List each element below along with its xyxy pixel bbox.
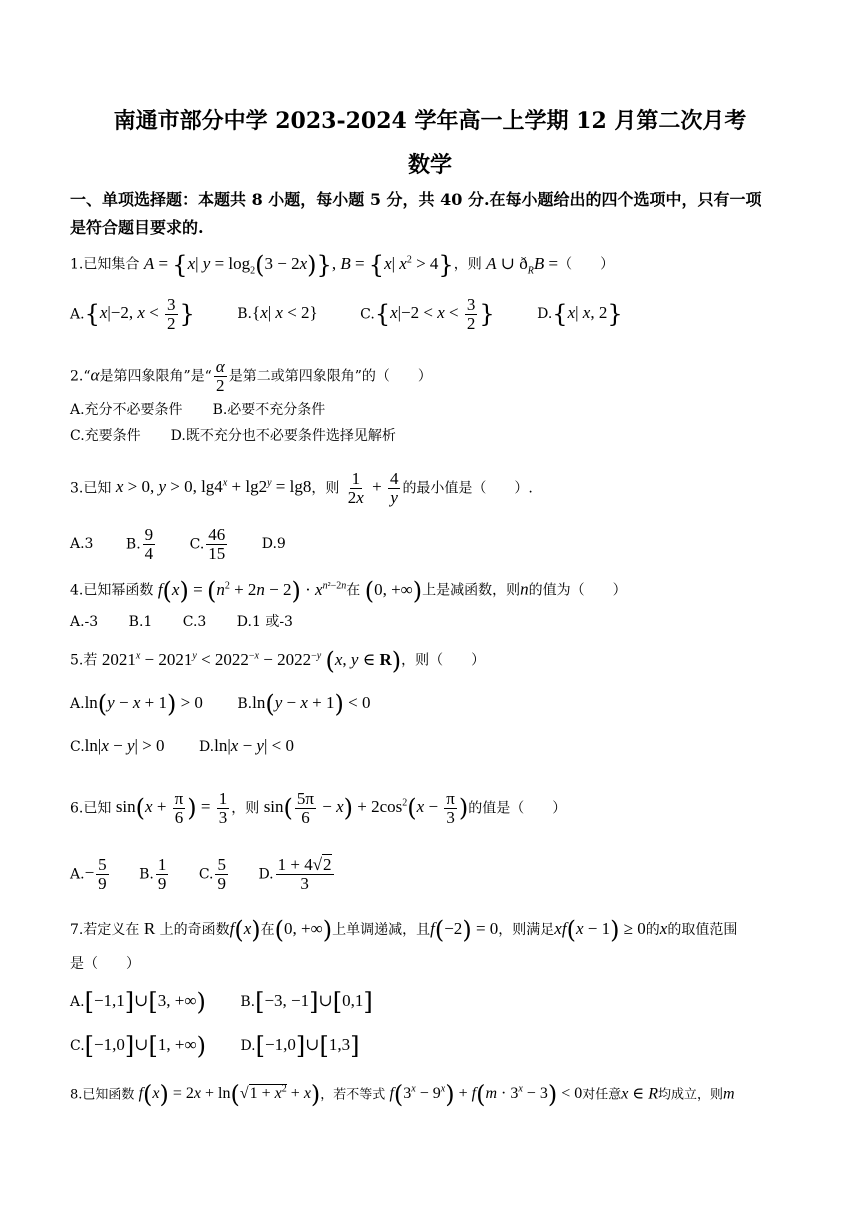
question-8-stem: 8.已知函数 $f(x) = 2x + \ln(√1 + x^2 + x)$，若不等式 $f(3^x - 9^x) + f(m \cdot 3^x - 3) < 0$对任意x ∈ R均成立，则m [70,1080,735,1109]
option-d[interactable]: D. $\frac{1 + 4√2}{3}$ [258,855,332,893]
option-d[interactable]: D.ln|x − y| < 0 [198,736,294,755]
question-4-options [70,612,331,632]
question-2-options-row2 [70,426,434,446]
option-a[interactable]: A.{x|−2, x < $\frac{3}{2}$ } [70,295,195,333]
section-heading-line1: 一、单项选择题：本题共 8 小题，每小题 5 分，共 40 分.在每小题给出的四个选项中，只有一项 [70,190,762,209]
option-c[interactable]: C.[−1,0]∪[1, +∞) [70,1032,206,1060]
option-d[interactable]: D.{x| x, 2} [537,300,623,329]
question-7-stem: 7.若定义在 R 上的奇函数f(x)在(0, +∞)上单调递减，且f(−2) = 0，则满足xf(x − 1) ≥ 0的x的取值范围 [70,916,738,944]
stem-text: 已知集合 [83,256,140,273]
option-c[interactable]: C.ln|x − y| > 0 [70,736,165,755]
option-a[interactable]: A.3 [70,536,94,553]
math-expr: A = {x| $y = \log_2(3 - 2x)$}, B = {x| $x^2 > 4$} [143,250,454,279]
question-1-options [70,296,661,333]
option-c[interactable]: C. $\frac{5}{9}$ [198,855,226,893]
question-2-options-row1 [70,400,363,420]
question-7-options-row1 [70,990,411,1014]
option-a[interactable]: A.ln(y − x + 1) > 0 [70,690,203,718]
question-number: 1. [70,256,84,273]
option-a[interactable]: A.− $\frac{5}{9}$ [70,855,107,893]
option-b[interactable]: B.[−3, −1]∪[0,1] [240,988,373,1016]
question-4-stem: 4.已知幂函数 $f(x) = (n^2 + 2n - 2) \cdot x^{n^2-2n}$在 (0, +∞)上是减函数，则n的值为（ ） [70,576,627,605]
option-b[interactable]: B.1 [128,614,153,630]
option-c[interactable]: C.充要条件 [70,428,141,444]
stem-text: （ ） [558,256,615,273]
question-5-options-row1 [70,692,408,716]
question-2-stem: 2.“α是第四象限角”是“ $\frac{\alpha}{2}$ 是第二或第四象限角”的（ ） [70,357,432,395]
option-a[interactable]: A.充分不必要条件 [70,402,183,418]
question-1-stem [70,250,614,281]
section-heading-line2: 是符合题目要求的. [70,218,204,237]
option-b[interactable]: B. $\frac{9}{4}$ [125,525,154,563]
question-7-stem-line2: 是（ ） [70,956,140,972]
option-d[interactable]: D.[−1,0]∪[1,3] [240,1032,360,1060]
option-a[interactable]: A.[−1,1]∪[3, +∞) [70,988,206,1016]
exam-subject: 数学 [407,152,452,178]
question-5-stem: 5.若 $2021^x - 2021^y < 2022^{-x} - 2022^{-y}$ (x, y ∈ R)，则（ ） [70,646,486,675]
option-d[interactable]: D.9 [261,536,286,553]
question-3-stem: 3.已知 x > 0, y > 0, $\lg 4^x + \lg 2^y = \lg 8$，则 $\frac{1}{2x}$ + $\frac{4}{y}$ 的最小值是（ ）. [70,469,533,507]
section-heading [70,186,800,242]
option-d[interactable]: D.1 或-3 [236,614,293,630]
option-b[interactable]: B.必要不充分条件 [212,402,326,418]
option-d[interactable]: D.既不充分也不必要条件选择见解析 [170,428,396,444]
question-6-options [70,856,374,893]
option-b[interactable]: B.ln(y − x + 1) < 0 [237,690,371,718]
math-expr: A ∪ $ð_RB$ = [486,253,559,277]
question-3-options [70,526,324,563]
exam-title: 南通市部分中学 2023-2024 学年高一上学期 12 月第二次月考 [113,108,747,134]
option-c[interactable]: C.{x|−2 < x < $\frac{3}{2}$ } [360,295,495,333]
option-b[interactable]: B.{x| x < 2} [237,303,318,323]
question-6-stem: 6.已知 sin(x + $\frac{\pi}{6}$ ) = $\frac{1}{3}$ ，则 sin( $\frac{5\pi}{6}$ − $x) + 2\cos^2(x$ − $\frac{\pi}{3}$ )的值是（ ） [70,789,567,827]
option-c[interactable]: C.3 [182,614,207,630]
option-b[interactable]: B. $\frac{1}{9}$ [139,855,167,893]
option-c[interactable]: C. $\frac{46}{15}$ [189,525,226,563]
question-7-options-row2 [70,1034,397,1058]
stem-text: ，则 [453,256,482,273]
option-a[interactable]: A.-3 [70,614,99,630]
question-5-options-row2 [70,736,332,757]
